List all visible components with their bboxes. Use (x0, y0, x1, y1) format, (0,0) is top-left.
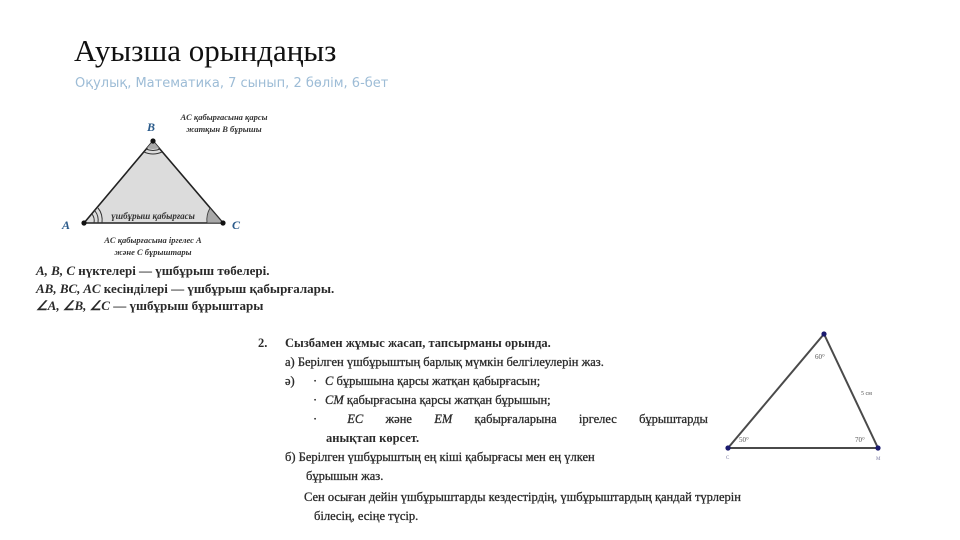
side-length-label: 5 см (861, 391, 872, 397)
vertex-c-label: C (232, 218, 241, 232)
vertex-b-label: B (147, 120, 156, 134)
task-part-ae-1: ә) · C бұрышына қарсы жатқан қабырғасын; (285, 374, 541, 388)
task-block (258, 334, 710, 486)
task-heading-row (258, 334, 710, 353)
task-part-b: б) Берілген үшбұрыштың ең кіші қабырғасы мен ең үлкен (285, 450, 595, 464)
opposite-angle-label-2: жатқын B бұрышы (186, 124, 262, 134)
vertex-e-point (821, 331, 826, 336)
vertex-m-label: M (876, 457, 881, 462)
slide-subtitle: Оқулық, Математика, 7 сынып, 2 бөлім, 6-бет (75, 76, 389, 91)
angle-left-label: 50° (739, 436, 749, 444)
triangle-cem-diagram (715, 325, 905, 470)
slide-title: Ауызша орындаңыз (74, 33, 337, 68)
vertex-m-point (875, 445, 880, 450)
task-part-a: а) Берілген үшбұрыштың барлық мүмкін белгілеулерін жаз. (285, 355, 604, 369)
task-part-ae-3: · EC және EM қабырғаларына іргелес бұрыштарды (313, 412, 708, 426)
angle-right-label: 70° (855, 436, 865, 444)
vertex-a-label: A (62, 218, 71, 232)
definition-vertices: A, B, C нүктелері — үшбұрыш төбелері. (36, 263, 270, 278)
recall-prompt (304, 488, 741, 526)
adjacent-angles-label-1: AC қабырғасына іргелес A (104, 235, 202, 245)
task-part-ae-3-cont: анықтап көрсет. (326, 431, 420, 445)
opposite-angle-label-1: AC қабырғасына қарсы (180, 112, 268, 122)
definition-angles: ∠A, ∠B, ∠C — үшбұрыш бұрыштары (36, 298, 264, 313)
recall-line-1: Сен осыған дейін үшбұрыштарды кездестірдің, үшбұрыштардың қандай түрлерін (304, 490, 741, 504)
angle-top-label: 60° (815, 353, 825, 361)
task-part-ae-2: · CM қабырғасына қарсы жатқан бұрышын; (313, 393, 551, 407)
definitions-list (36, 262, 334, 315)
recall-line-2: білесің, есіңе түсір. (314, 509, 419, 523)
task-heading: Сызбамен жұмыс жасап, тапсырманы орында. (285, 336, 551, 350)
vertex-c-label-right: C (726, 456, 730, 461)
side-label: үшбұрыш қабырғасы (111, 211, 195, 221)
triangle-abc-diagram (0, 0, 320, 262)
definition-sides: AB, BC, AC кесінділері — үшбұрыш қабырғалары. (36, 280, 335, 296)
vertex-c-point (725, 445, 730, 450)
task-part-b-cont: бұрышын жаз. (306, 469, 384, 483)
task-number: 2. (258, 336, 268, 350)
adjacent-angles-label-2: және C бұрыштары (114, 247, 192, 257)
angle-c-mark (207, 208, 223, 223)
